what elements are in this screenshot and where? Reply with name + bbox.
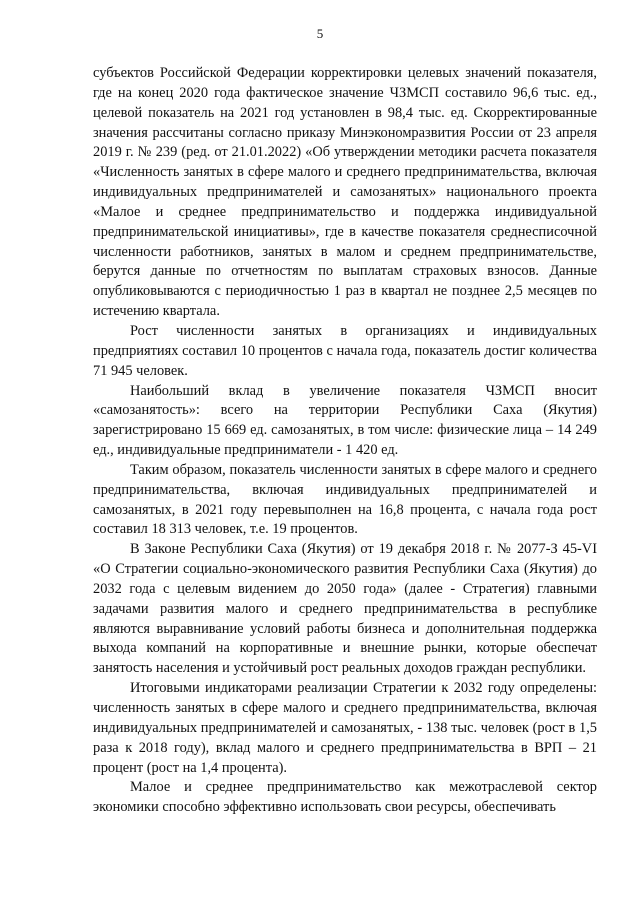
page-number: 5	[316, 26, 324, 41]
paragraph-1: субъектов Российской Федерации корректировки целевых значений показателя, где на конец 2020 года фактическое значение ЧЗМСП составило 96,6 тыс. ед., целевой показатель на 2021 год установлен в 98,4 тыс. ед. Скорректированные значения рассчитаны согласно приказу Минэкономразвития России от 23 апреля 2019 г. № 239 (ред. от 21.01.2022) «Об утверждении методики расчета показателя «Численность занятых в сфере малого и среднего предпринимательства, включая индивидуальных предпринимателей и самозанятых» национального проекта «Малое и среднее предпринимательство и поддержка индивидуальной предпринимательской инициативы», где в качестве показателя среднесписочной численности работников, занятых в малом и среднем предпринимательстве, берутся данные по отчетностям по выплатам страховых взносов. Данные опубликовываются с периодичностью 1 раз в квартал не позднее 2,5 месяцев по истечению квартала.	[93, 65, 597, 320]
paragraph-5: В Законе Республики Саха (Якутия) от 19 декабря 2018 г. № 2077-З 45-VI «О Стратегии социально-экономического развития Республики Саха (Якутия) до 2032 года с целевым видением до 2050 года» (далее - Стратегия) главными задачами развития малого и среднего предпринимательства в республике являются выравнивание условий работы бизнеса и дополнительная поддержка выхода компаний на корпоративные и внешние рынки, которые обеспечат занятость населения и устойчивый рост реальных доходов граждан республики.	[93, 541, 597, 677]
document-body	[93, 64, 597, 818]
paragraph-6: Итоговыми индикаторами реализации Стратегии к 2032 году определены: численность занятых в сфере малого и среднего предпринимательства, включая индивидуальных предпринимателей и самозанятых, - 138 тыс. человек (рост в 1,5 раза к 2018 году), вклад малого и среднего предпринимательства в ВРП – 21 процент (рост на 1,4 процента).	[93, 680, 597, 776]
paragraph-2: Рост численности занятых в организациях и индивидуальных предприятиях составил 10 процентов с начала года, показатель достиг количества 71 945 человек.	[93, 322, 597, 379]
paragraph-4: Таким образом, показатель численности занятых в сфере малого и среднего предпринимательства, включая индивидуальных предпринимателей и самозанятых, в 2021 году перевыполнен на 16,8 процента, с начала года рост составил 18 313 человек, т.е. 19 процентов.	[93, 461, 597, 538]
paragraph-7: Малое и среднее предпринимательство как межотраслевой сектор экономики способно эффективно использовать свои ресурсы, обеспечивать	[93, 779, 597, 816]
paragraph-3: Наибольший вклад в увеличение показателя ЧЗМСП вносит «самозанятость»: всего на территории Республики Саха (Якутия) зарегистрировано 15 669 ед. самозанятых, в том числе: физические лица – 14 249 ед., индивидуальные предприниматели - 1 420 ед.	[93, 382, 597, 459]
